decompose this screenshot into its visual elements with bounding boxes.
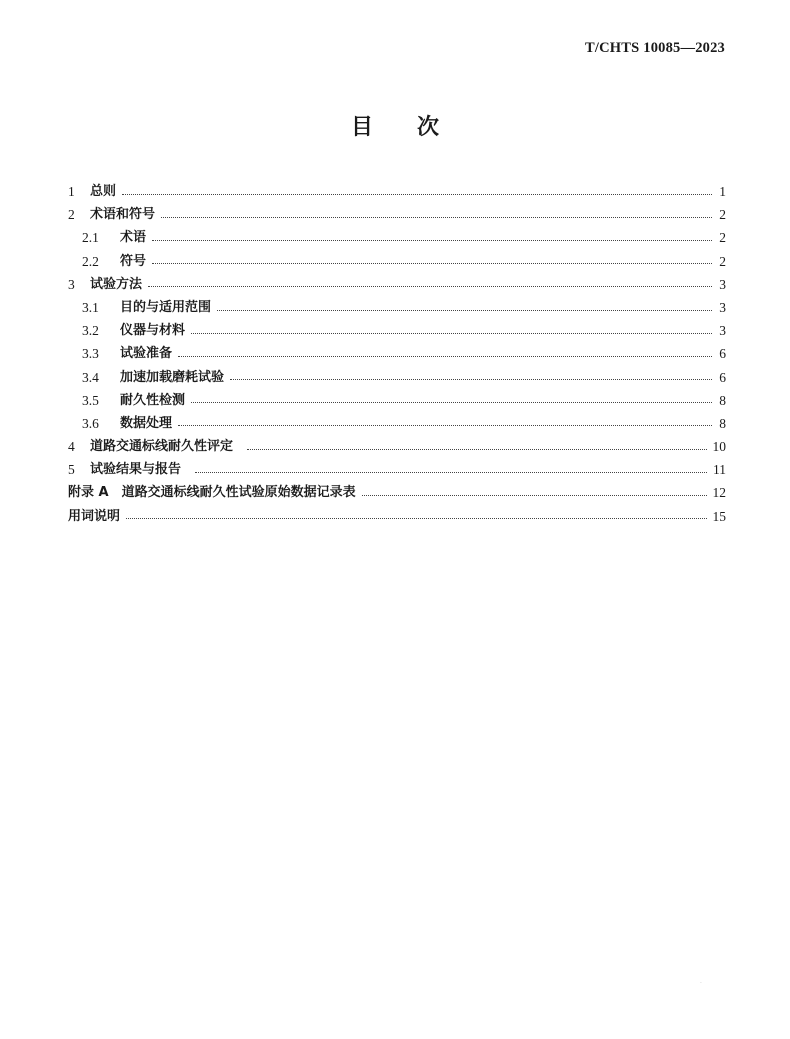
toc-entry-page: 2 xyxy=(719,230,726,246)
toc-entry-page: 3 xyxy=(719,299,726,315)
toc-entry-label: 术语和符号 xyxy=(90,207,156,223)
toc-entry-page: 15 xyxy=(712,508,726,524)
toc-dot-leader xyxy=(247,448,706,450)
toc-dot-leader xyxy=(178,424,712,426)
title-char-2: 次 xyxy=(417,115,440,140)
toc-entry-page: 2 xyxy=(719,253,726,269)
toc-entry[interactable] xyxy=(68,505,726,528)
toc-entry-number: 3.1 xyxy=(82,299,99,315)
toc-entry[interactable] xyxy=(68,412,726,435)
toc-entry-number: 4 xyxy=(68,439,75,455)
toc-dot-leader xyxy=(161,216,712,218)
table-of-contents xyxy=(68,180,726,528)
toc-entry-number: 2 xyxy=(68,207,75,223)
toc-entry-label: 附录 A 道路交通标线耐久性试验原始数据记录表 xyxy=(68,485,356,501)
toc-entry[interactable] xyxy=(68,366,726,389)
scan-mark: · xyxy=(700,980,702,987)
toc-entry-number: 2.2 xyxy=(82,253,99,269)
toc-entry-page: 8 xyxy=(719,415,726,431)
toc-entry[interactable] xyxy=(68,389,726,412)
toc-entry-number: 3 xyxy=(68,276,75,292)
toc-dot-leader xyxy=(362,494,707,496)
toc-entry-label: 目的与适用范围 xyxy=(120,299,212,315)
toc-entry-label: 试验方法 xyxy=(90,276,143,292)
toc-dot-leader xyxy=(195,471,707,473)
toc-entry-label: 总则 xyxy=(90,184,117,199)
toc-entry[interactable] xyxy=(68,226,726,249)
toc-entry[interactable] xyxy=(68,273,726,296)
document-code: T/CHTS 10085—2023 xyxy=(585,40,725,56)
toc-dot-leader xyxy=(230,378,712,380)
toc-entry-number: 3.5 xyxy=(82,392,99,408)
page-title xyxy=(0,110,790,141)
toc-entry-page: 11 xyxy=(713,462,726,478)
toc-entry-page: 8 xyxy=(719,392,726,408)
toc-entry-label: 试验准备 xyxy=(120,346,173,362)
toc-dot-leader xyxy=(191,401,712,403)
toc-entry-label: 仪器与材料 xyxy=(120,323,186,339)
toc-entry-page: 2 xyxy=(719,207,726,223)
toc-entry[interactable] xyxy=(68,296,726,319)
toc-entry-page: 6 xyxy=(719,369,726,385)
toc-entry-label: 试验结果与报告 xyxy=(90,462,182,478)
toc-entry[interactable] xyxy=(68,342,726,365)
toc-entry-label: 符号 xyxy=(120,253,147,269)
toc-entry[interactable] xyxy=(68,481,726,504)
toc-entry[interactable] xyxy=(68,319,726,342)
toc-entry-page: 10 xyxy=(712,439,726,455)
toc-dot-leader xyxy=(217,309,712,311)
toc-entry-number: 5 xyxy=(68,462,75,478)
toc-entry-number: 2.1 xyxy=(82,230,99,246)
toc-dot-leader xyxy=(152,239,712,241)
toc-entry[interactable] xyxy=(68,203,726,226)
toc-entry[interactable] xyxy=(68,458,726,481)
toc-dot-leader xyxy=(178,355,712,357)
toc-entry-number: 3.6 xyxy=(82,415,99,431)
toc-entry-page: 3 xyxy=(719,276,726,292)
toc-entry-number: 1 xyxy=(68,184,75,199)
toc-entry-label: 数据处理 xyxy=(120,415,173,431)
toc-entry-number: 3.4 xyxy=(82,369,99,385)
toc-entry[interactable] xyxy=(68,435,726,458)
toc-entry-number: 3.2 xyxy=(82,323,99,339)
toc-entry-page: 12 xyxy=(712,485,726,501)
toc-entry-page: 3 xyxy=(719,323,726,339)
toc-entry-label: 耐久性检测 xyxy=(120,392,186,408)
toc-entry-label: 加速加载磨耗试验 xyxy=(120,369,225,385)
toc-dot-leader xyxy=(126,517,706,519)
toc-entry[interactable] xyxy=(68,250,726,273)
toc-entry-label: 术语 xyxy=(120,230,147,246)
toc-entry[interactable] xyxy=(68,180,726,203)
toc-dot-leader xyxy=(148,285,712,287)
toc-entry-page: 6 xyxy=(719,346,726,362)
toc-entry-page: 1 xyxy=(719,184,726,199)
toc-entry-label: 用词说明 xyxy=(68,508,121,524)
toc-dot-leader xyxy=(191,332,712,334)
toc-dot-leader xyxy=(152,262,712,264)
toc-entry-label: 道路交通标线耐久性评定 xyxy=(90,439,234,455)
toc-entry-number: 3.3 xyxy=(82,346,99,362)
title-char-1: 目 xyxy=(350,115,373,140)
toc-dot-leader xyxy=(122,193,712,195)
